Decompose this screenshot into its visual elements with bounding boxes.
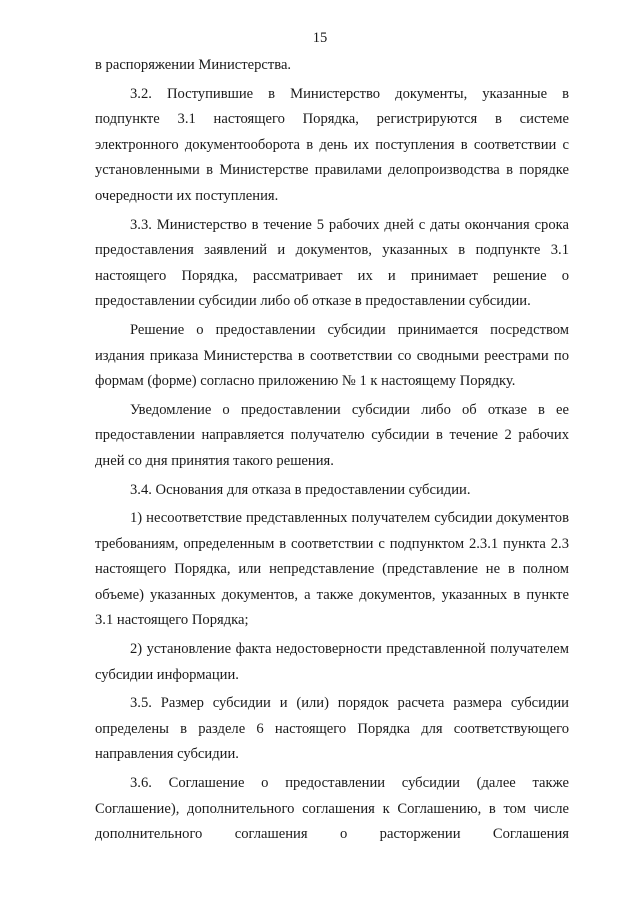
document-body [95, 53, 569, 848]
paragraph-3-5: 3.5. Размер субсидии и (или) порядок расчета размера субсидии определены в разделе 6 настоящего Порядка для соответствующего направления субсидии. [95, 695, 569, 763]
paragraph-3-4: 3.4. Основания для отказа в предоставлении субсидии. [130, 481, 471, 498]
paragraph-continuation: в распоряжении Министерства. [95, 57, 292, 73]
paragraph-3-3: 3.3. Министерство в течение 5 рабочих дней с даты окончания срока предоставления заявлений и документов, указанных в подпункте 3.1 настоящего Порядка, рассматривает их и принимает решение о предоставлении субсидии либо об отказе в предоставлении субсидии. [95, 216, 569, 310]
paragraph-item-2: 2) установление факта недостоверности представленной получателем субсидии информации. [95, 641, 569, 683]
paragraph-notification: Уведомление о предоставлении субсидии либо об отказе в ее предоставлении направляется получателю субсидии в течение 2 рабочих дней со дня принятия такого решения. [95, 401, 569, 469]
page-number: 15 [312, 30, 328, 46]
paragraph-decision: Решение о предоставлении субсидии принимается посредством издания приказа Министерства в соответствии со сводными реестрами по формам (форме) согласно приложению № 1 к настоящему Порядку. [95, 321, 569, 390]
paragraph-3-2: 3.2. Поступившие в Министерство документы, указанные в подпункте 3.1 настоящего Порядка, регистрируются в системе электронного документооборота в день их поступления в соответствии с установленными в Министерстве правилами делопроизводства в порядке очередности их поступления. [95, 85, 569, 204]
paragraph-item-1: 1) несоответствие представленных получателем субсидии документов требованиям, определенным в соответствии с подпунктом 2.3.1 пункта 2.3 настоящего Порядка, или непредставление (представление не в полном объеме) указанных документов, а также документов, указанных в пункте 3.1 настоящего Порядка; [95, 510, 569, 629]
paragraph-3-6: 3.6. Соглашение о предоставлении субсидии (далее также Соглашение), дополнительного соглашения к Соглашению, в том числе дополнительного соглашения о расторжении Соглашения [95, 775, 569, 843]
